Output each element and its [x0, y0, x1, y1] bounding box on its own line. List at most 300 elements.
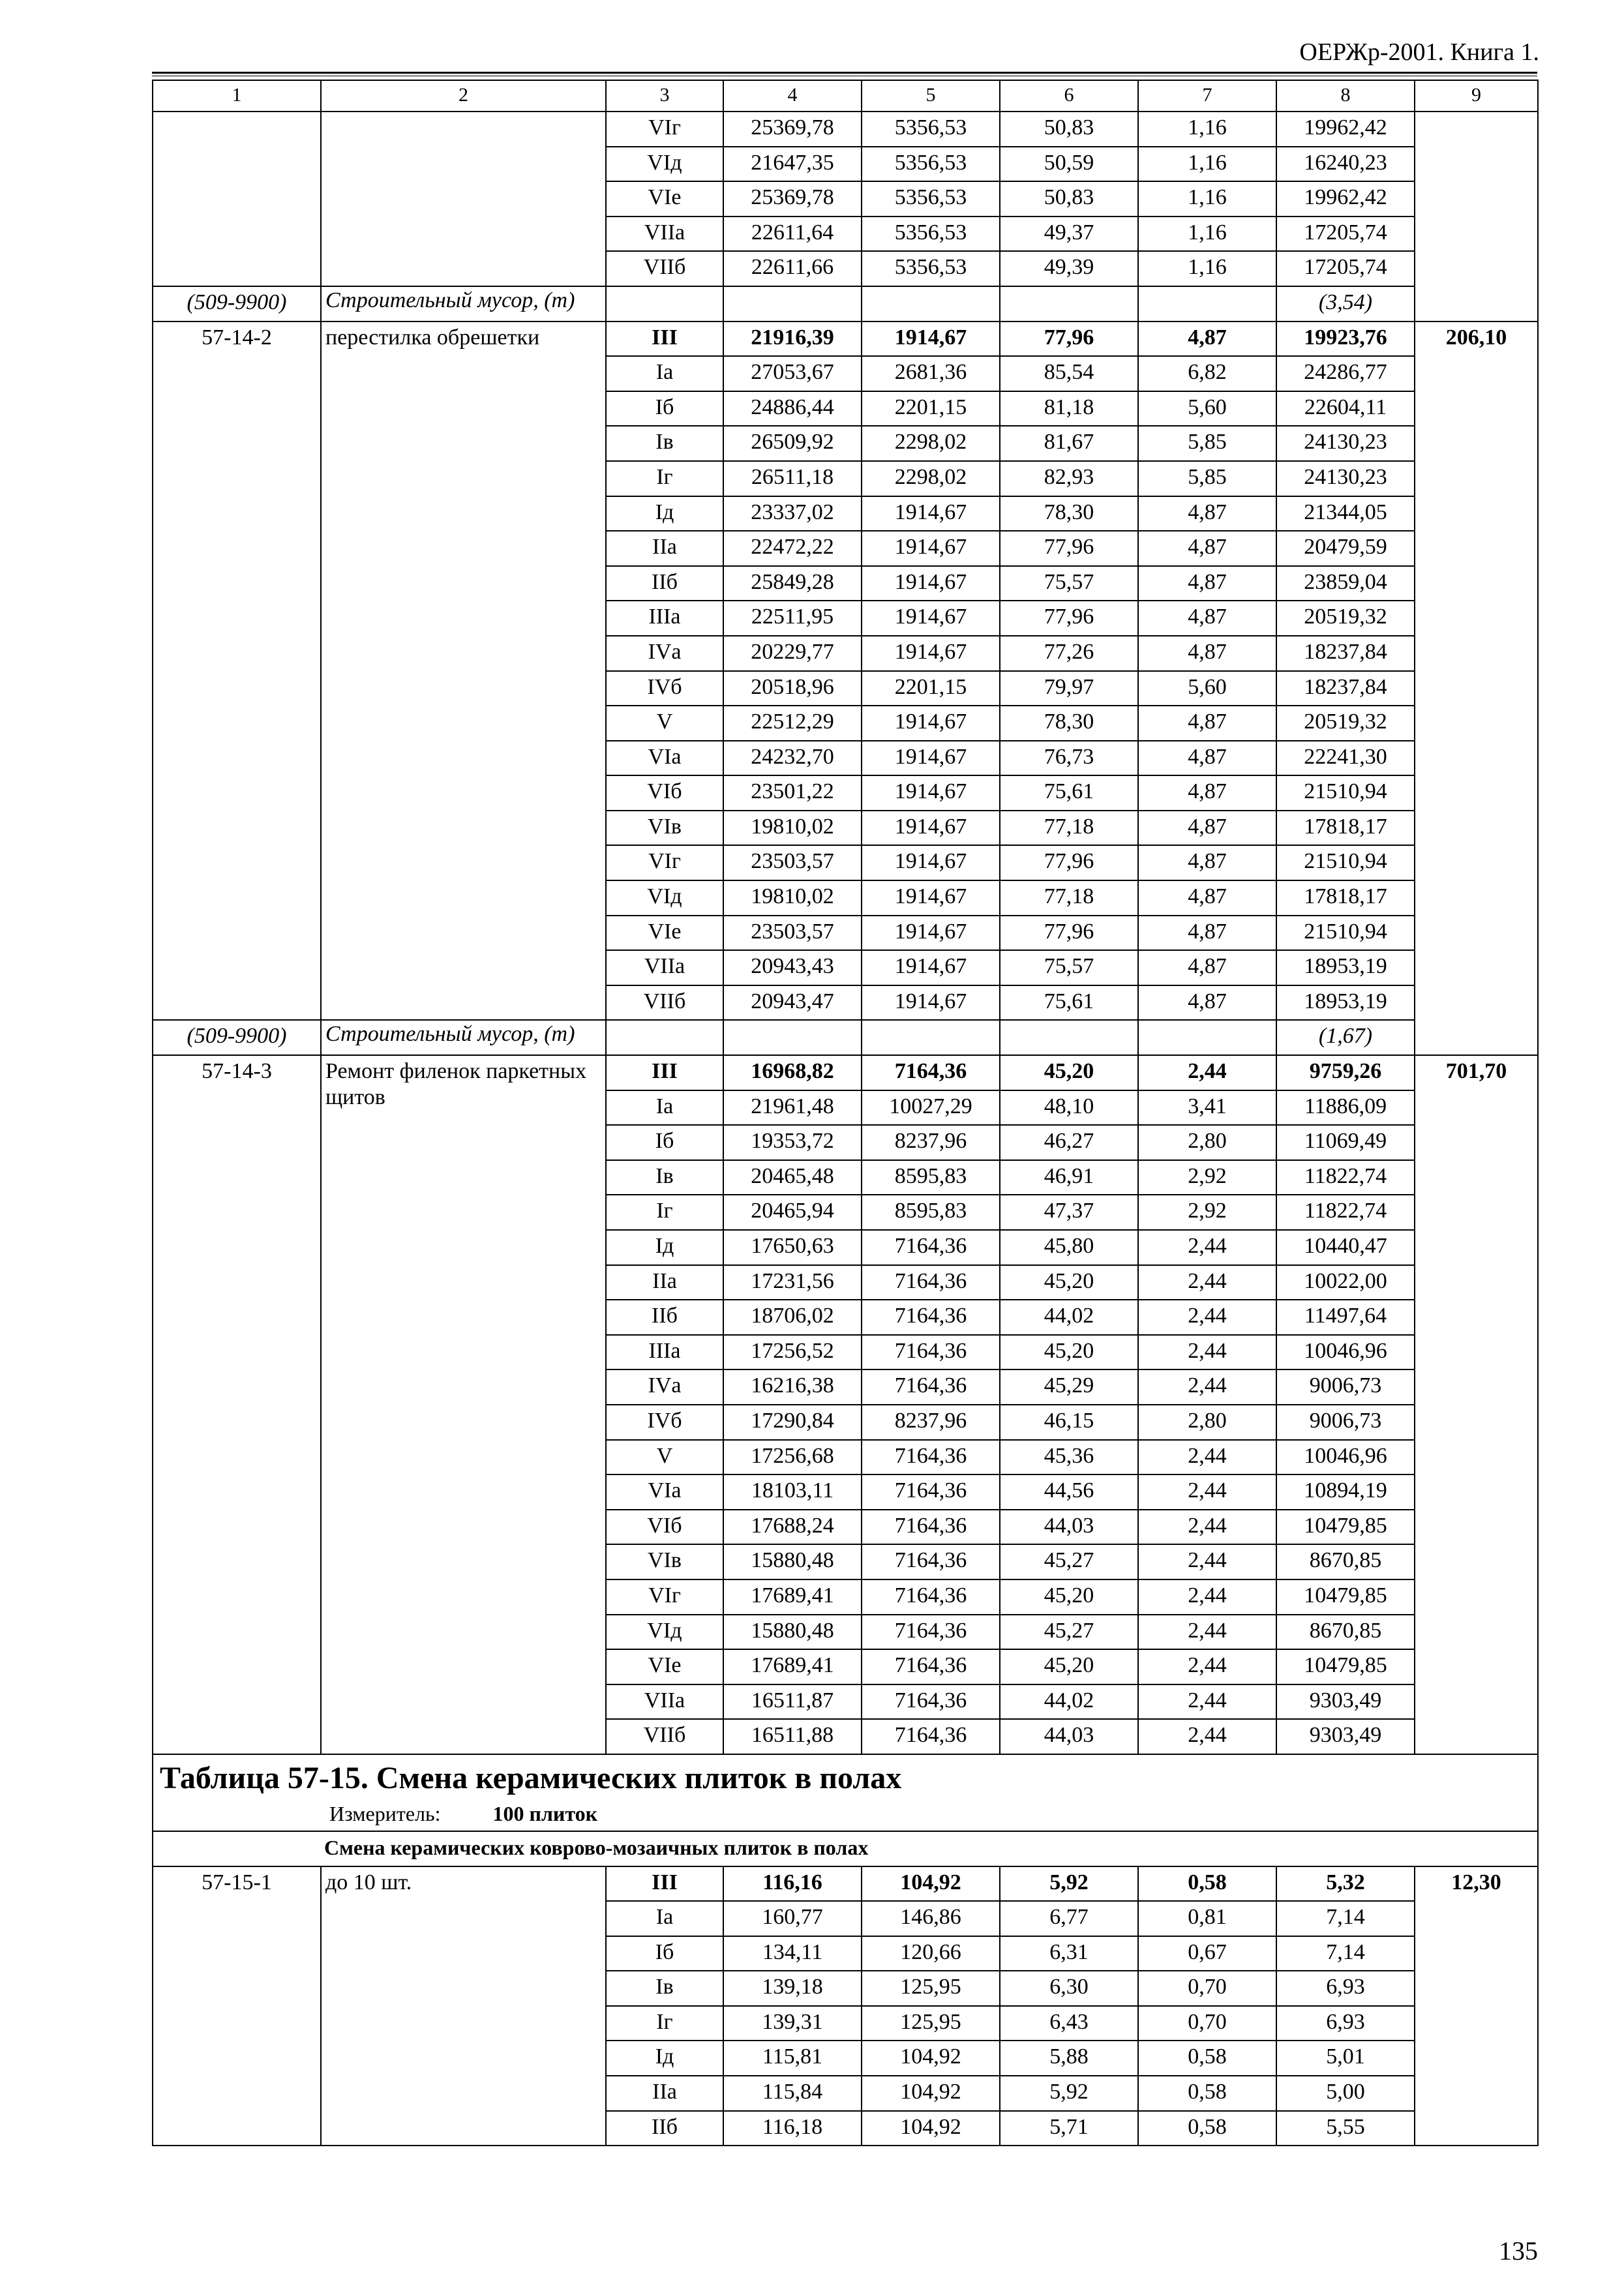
value-cell: 134,11 [723, 1936, 862, 1971]
rate-code: 57-14-2 [153, 322, 321, 1021]
value-cell: 1914,67 [862, 775, 1000, 811]
value-cell: 7164,36 [862, 1055, 1000, 1090]
value-cell: 139,18 [723, 1971, 862, 2006]
empty-cell [321, 112, 606, 286]
empty-cell [862, 1020, 1000, 1055]
value-cell: 24286,77 [1276, 356, 1415, 391]
value-cell: 5,32 [1276, 1866, 1415, 1902]
value-cell: 26509,92 [723, 426, 862, 461]
table-heading [153, 1754, 1538, 1831]
value-cell: 25369,78 [723, 112, 862, 147]
measure-line [160, 1799, 1531, 1828]
measure-label: Измеритель: [329, 1801, 441, 1825]
value-cell: 1914,67 [862, 531, 1000, 566]
value-cell: 22611,66 [723, 251, 862, 286]
empty-cell [1138, 286, 1276, 322]
value-cell: 18237,84 [1276, 636, 1415, 671]
value-cell: 77,96 [1000, 601, 1138, 636]
column-header: 4 [723, 80, 862, 112]
value-cell: 20229,77 [723, 636, 862, 671]
value-cell: 75,57 [1000, 950, 1138, 985]
region-code: VIг [606, 112, 723, 147]
value-cell: 7164,36 [862, 1684, 1000, 1720]
value-cell: 5356,53 [862, 147, 1000, 182]
table-row [153, 112, 1538, 147]
value-cell: 45,20 [1000, 1055, 1138, 1090]
value-cell: 85,54 [1000, 356, 1138, 391]
value-cell: 7164,36 [862, 1579, 1000, 1615]
value-cell: 1,16 [1138, 251, 1276, 286]
value-cell: 4,87 [1138, 811, 1276, 846]
value-cell: 5,88 [1000, 2041, 1138, 2076]
value-cell: 7164,36 [862, 1265, 1000, 1300]
value-cell: 2,44 [1138, 1300, 1276, 1335]
region-code: Iг [606, 2006, 723, 2041]
value-cell: 5,60 [1138, 391, 1276, 426]
header-rule [152, 72, 1537, 74]
region-code: VIд [606, 1615, 723, 1650]
value-cell: 22511,95 [723, 601, 862, 636]
value-cell: 9006,73 [1276, 1369, 1415, 1405]
value-cell: 4,87 [1138, 775, 1276, 811]
value-cell: 17256,68 [723, 1440, 862, 1475]
region-code: Iб [606, 391, 723, 426]
value-cell: 2,80 [1138, 1405, 1276, 1440]
value-cell: 104,92 [862, 2111, 1000, 2146]
value-cell: 44,03 [1000, 1719, 1138, 1754]
value-cell: 2,44 [1138, 1684, 1276, 1720]
value-cell: 17205,74 [1276, 251, 1415, 286]
region-code: IIа [606, 531, 723, 566]
value-cell: 22472,22 [723, 531, 862, 566]
value-cell: 17818,17 [1276, 880, 1415, 916]
region-code: III [606, 1055, 723, 1090]
value-cell: 4,87 [1138, 706, 1276, 741]
page-header-title: ОЕРЖр-2001. Книга 1. [1299, 38, 1539, 66]
value-cell: 139,31 [723, 2006, 862, 2041]
value-cell: 0,70 [1138, 2006, 1276, 2041]
value-cell: 77,96 [1000, 531, 1138, 566]
value-cell: 27053,67 [723, 356, 862, 391]
value-cell: 17689,41 [723, 1649, 862, 1684]
value-cell: 45,29 [1000, 1369, 1138, 1405]
waste-row [153, 286, 1538, 322]
column-header: 1 [153, 80, 321, 112]
value-cell: 8595,83 [862, 1195, 1000, 1230]
region-code: IVа [606, 636, 723, 671]
value-cell: 2298,02 [862, 461, 1000, 496]
value-cell: 22512,29 [723, 706, 862, 741]
empty-cell [606, 286, 723, 322]
value-cell: 2298,02 [862, 426, 1000, 461]
value-cell: 19810,02 [723, 880, 862, 916]
value-cell: 44,03 [1000, 1510, 1138, 1545]
region-code: VIе [606, 916, 723, 951]
value-cell: 17689,41 [723, 1579, 862, 1615]
value-cell: 1,16 [1138, 147, 1276, 182]
value-cell: 20479,59 [1276, 531, 1415, 566]
value-cell: 4,87 [1138, 985, 1276, 1021]
value-cell: 7164,36 [862, 1719, 1000, 1754]
value-cell: 0,58 [1138, 2111, 1276, 2146]
value-cell: 24130,23 [1276, 461, 1415, 496]
value-cell: 7164,36 [862, 1230, 1000, 1265]
value-cell: 125,95 [862, 2006, 1000, 2041]
region-code: VIб [606, 775, 723, 811]
value-cell: 19353,72 [723, 1125, 862, 1160]
region-code: Iб [606, 1125, 723, 1160]
value-cell: 7,14 [1276, 1901, 1415, 1936]
column-number-row [153, 80, 1538, 112]
value-cell: 21510,94 [1276, 845, 1415, 880]
value-cell: 3,41 [1138, 1090, 1276, 1126]
waste-code: (509-9900) [153, 1020, 321, 1055]
value-cell: 81,18 [1000, 391, 1138, 426]
region-code: VIIб [606, 985, 723, 1021]
value-cell: 7164,36 [862, 1335, 1000, 1370]
value-cell: 24886,44 [723, 391, 862, 426]
value-cell: 20519,32 [1276, 601, 1415, 636]
value-cell: 6,77 [1000, 1901, 1138, 1936]
value-cell: 10027,29 [862, 1090, 1000, 1126]
waste-value: (1,67) [1276, 1020, 1415, 1055]
value-cell: 49,37 [1000, 217, 1138, 252]
value-cell: 19962,42 [1276, 112, 1415, 147]
value-cell: 116,16 [723, 1866, 862, 1902]
value-cell: 75,61 [1000, 775, 1138, 811]
table-title: Таблица 57-15. Смена керамических плиток в полах [160, 1760, 902, 1795]
value-cell: 11069,49 [1276, 1125, 1415, 1160]
region-code: VIв [606, 1544, 723, 1579]
region-code: Iв [606, 1160, 723, 1195]
column-header: 9 [1415, 80, 1538, 112]
value-cell: 48,10 [1000, 1090, 1138, 1126]
region-code: Iг [606, 461, 723, 496]
region-code: IIа [606, 1265, 723, 1300]
value-cell: 1914,67 [862, 496, 1000, 531]
value-cell: 46,91 [1000, 1160, 1138, 1195]
value-cell: 77,96 [1000, 845, 1138, 880]
value-cell: 9759,26 [1276, 1055, 1415, 1090]
value-cell: 115,84 [723, 2076, 862, 2111]
rates-table-body [153, 80, 1538, 2146]
empty-cell [723, 286, 862, 322]
subheading-row [153, 1831, 1538, 1866]
region-code: Iа [606, 1901, 723, 1936]
value-cell: 2,44 [1138, 1335, 1276, 1370]
value-cell: 2,44 [1138, 1265, 1276, 1300]
value-cell: 45,20 [1000, 1649, 1138, 1684]
value-cell: 24130,23 [1276, 426, 1415, 461]
region-code: VIв [606, 811, 723, 846]
empty-cell [606, 1020, 723, 1055]
value-cell: 11886,09 [1276, 1090, 1415, 1126]
value-cell: 1914,67 [862, 706, 1000, 741]
value-cell: 23337,02 [723, 496, 862, 531]
value-cell: 10479,85 [1276, 1649, 1415, 1684]
value-cell: 2,44 [1138, 1510, 1276, 1545]
value-cell: 11822,74 [1276, 1160, 1415, 1195]
value-cell: 6,93 [1276, 1971, 1415, 2006]
region-code: VIIб [606, 251, 723, 286]
value-cell: 9303,49 [1276, 1684, 1415, 1720]
work-name: Ремонт филенок паркетных щитов [321, 1055, 606, 1754]
value-cell: 45,27 [1000, 1615, 1138, 1650]
value-cell: 77,96 [1000, 916, 1138, 951]
value-cell: 23501,22 [723, 775, 862, 811]
value-cell: 75,57 [1000, 566, 1138, 601]
value-cell: 160,77 [723, 1901, 862, 1936]
table-row [153, 1055, 1538, 1090]
region-code: VIIа [606, 1684, 723, 1720]
value-cell: 9303,49 [1276, 1719, 1415, 1754]
value-cell: 16511,87 [723, 1684, 862, 1720]
value-cell: 44,02 [1000, 1684, 1138, 1720]
empty-cell [723, 1020, 862, 1055]
value-cell: 44,02 [1000, 1300, 1138, 1335]
value-cell: 1,16 [1138, 217, 1276, 252]
value-cell: 24232,70 [723, 741, 862, 776]
value-cell: 10479,85 [1276, 1510, 1415, 1545]
value-cell: 116,18 [723, 2111, 862, 2146]
region-code: V [606, 706, 723, 741]
value-cell: 11822,74 [1276, 1195, 1415, 1230]
value-cell: 8670,85 [1276, 1615, 1415, 1650]
value-cell: 4,87 [1138, 636, 1276, 671]
region-code: VIе [606, 1649, 723, 1684]
value-cell: 1914,67 [862, 601, 1000, 636]
region-code: IIб [606, 1300, 723, 1335]
value-cell: 17688,24 [723, 1510, 862, 1545]
value-cell: 46,27 [1000, 1125, 1138, 1160]
value-cell: 2201,15 [862, 391, 1000, 426]
value-cell: 104,92 [862, 2076, 1000, 2111]
value-cell: 76,73 [1000, 741, 1138, 776]
value-cell: 7164,36 [862, 1510, 1000, 1545]
region-code: VIд [606, 147, 723, 182]
value-cell: 21510,94 [1276, 775, 1415, 811]
value-cell: 5356,53 [862, 181, 1000, 217]
rates-table [152, 80, 1539, 2146]
value-cell: 146,86 [862, 1901, 1000, 1936]
value-cell: 5356,53 [862, 112, 1000, 147]
value-cell: 6,43 [1000, 2006, 1138, 2041]
region-code: Iв [606, 426, 723, 461]
value-cell: 1,16 [1138, 112, 1276, 147]
value-cell: 16511,88 [723, 1719, 862, 1754]
region-code: Iв [606, 1971, 723, 2006]
empty-cell [153, 112, 321, 286]
value-cell: 5356,53 [862, 251, 1000, 286]
value-cell: 4,87 [1138, 880, 1276, 916]
value-cell: 23859,04 [1276, 566, 1415, 601]
value-cell: 6,93 [1276, 2006, 1415, 2041]
value-cell: 2201,15 [862, 671, 1000, 706]
value-cell: 79,97 [1000, 671, 1138, 706]
value-cell: 17205,74 [1276, 217, 1415, 252]
value-cell: 50,83 [1000, 181, 1138, 217]
value-cell: 1914,67 [862, 950, 1000, 985]
value-cell: 18953,19 [1276, 950, 1415, 985]
value-cell: 4,87 [1138, 741, 1276, 776]
value-cell: 5,85 [1138, 426, 1276, 461]
empty-cell [1415, 112, 1538, 322]
table-row [153, 1866, 1538, 1902]
value-cell: 4,87 [1138, 496, 1276, 531]
value-cell: 120,66 [862, 1936, 1000, 1971]
column-header: 7 [1138, 80, 1276, 112]
region-code: III [606, 1866, 723, 1902]
value-cell: 2,44 [1138, 1649, 1276, 1684]
region-code: VIг [606, 1579, 723, 1615]
value-cell: 45,27 [1000, 1544, 1138, 1579]
region-code: VIа [606, 741, 723, 776]
value-cell: 0,70 [1138, 1971, 1276, 2006]
value-cell: 45,20 [1000, 1579, 1138, 1615]
region-code: IVб [606, 1405, 723, 1440]
value-cell: 5,55 [1276, 2111, 1415, 2146]
value-cell: 11497,64 [1276, 1300, 1415, 1335]
region-code: VIд [606, 880, 723, 916]
value-cell: 46,15 [1000, 1405, 1138, 1440]
empty-cell [1000, 1020, 1138, 1055]
region-code: VIа [606, 1474, 723, 1510]
value-cell: 19962,42 [1276, 181, 1415, 217]
value-cell: 25369,78 [723, 181, 862, 217]
column-header: 5 [862, 80, 1000, 112]
value-cell: 18103,11 [723, 1474, 862, 1510]
total-cell: 12,30 [1415, 1866, 1538, 2146]
rate-code: 57-14-3 [153, 1055, 321, 1754]
value-cell: 7,14 [1276, 1936, 1415, 1971]
value-cell: 1914,67 [862, 741, 1000, 776]
value-cell: 5,71 [1000, 2111, 1138, 2146]
column-header: 8 [1276, 80, 1415, 112]
value-cell: 16240,23 [1276, 147, 1415, 182]
region-code: VIIа [606, 950, 723, 985]
value-cell: 20465,48 [723, 1160, 862, 1195]
value-cell: 2,92 [1138, 1160, 1276, 1195]
region-code: Iа [606, 1090, 723, 1126]
region-code: III [606, 322, 723, 357]
value-cell: 2681,36 [862, 356, 1000, 391]
region-code: Iа [606, 356, 723, 391]
empty-cell [862, 286, 1000, 322]
value-cell: 21344,05 [1276, 496, 1415, 531]
value-cell: 125,95 [862, 1971, 1000, 2006]
value-cell: 2,44 [1138, 1055, 1276, 1090]
value-cell: 81,67 [1000, 426, 1138, 461]
value-cell: 7164,36 [862, 1300, 1000, 1335]
value-cell: 9006,73 [1276, 1405, 1415, 1440]
region-code: Iб [606, 1936, 723, 1971]
region-code: IIIа [606, 1335, 723, 1370]
value-cell: 21647,35 [723, 147, 862, 182]
value-cell: 4,87 [1138, 950, 1276, 985]
value-cell: 19923,76 [1276, 322, 1415, 357]
total-cell: 701,70 [1415, 1055, 1538, 1754]
waste-name: Строительный мусор, (т) [321, 286, 606, 322]
value-cell: 45,20 [1000, 1265, 1138, 1300]
value-cell: 0,58 [1138, 2076, 1276, 2111]
empty-cell [1000, 286, 1138, 322]
value-cell: 4,87 [1138, 566, 1276, 601]
value-cell: 7164,36 [862, 1440, 1000, 1475]
region-code: IIIа [606, 601, 723, 636]
value-cell: 1914,67 [862, 916, 1000, 951]
region-code: VIб [606, 1510, 723, 1545]
value-cell: 1914,67 [862, 811, 1000, 846]
value-cell: 2,44 [1138, 1230, 1276, 1265]
value-cell: 17650,63 [723, 1230, 862, 1265]
value-cell: 10440,47 [1276, 1230, 1415, 1265]
value-cell: 22611,64 [723, 217, 862, 252]
value-cell: 10046,96 [1276, 1335, 1415, 1370]
value-cell: 0,58 [1138, 1866, 1276, 1902]
value-cell: 6,82 [1138, 356, 1276, 391]
column-header: 2 [321, 80, 606, 112]
value-cell: 77,18 [1000, 880, 1138, 916]
value-cell: 15880,48 [723, 1615, 862, 1650]
value-cell: 49,39 [1000, 251, 1138, 286]
value-cell: 0,81 [1138, 1901, 1276, 1936]
waste-row [153, 1020, 1538, 1055]
value-cell: 5,92 [1000, 1866, 1138, 1902]
value-cell: 18953,19 [1276, 985, 1415, 1021]
value-cell: 8670,85 [1276, 1544, 1415, 1579]
value-cell: 45,80 [1000, 1230, 1138, 1265]
region-code: IIб [606, 566, 723, 601]
column-header: 3 [606, 80, 723, 112]
value-cell: 18706,02 [723, 1300, 862, 1335]
value-cell: 5,60 [1138, 671, 1276, 706]
value-cell: 8595,83 [862, 1160, 1000, 1195]
value-cell: 7164,36 [862, 1474, 1000, 1510]
value-cell: 104,92 [862, 1866, 1000, 1902]
value-cell: 10894,19 [1276, 1474, 1415, 1510]
section-subheading: Смена керамических коврово-мозаичных плиток в полах [153, 1831, 1538, 1866]
value-cell: 50,83 [1000, 112, 1138, 147]
value-cell: 5,85 [1138, 461, 1276, 496]
value-cell: 21961,48 [723, 1090, 862, 1126]
value-cell: 82,93 [1000, 461, 1138, 496]
region-code: IVа [606, 1369, 723, 1405]
value-cell: 75,61 [1000, 985, 1138, 1021]
value-cell: 15880,48 [723, 1544, 862, 1579]
work-name: перестилка обрешетки [321, 322, 606, 1021]
value-cell: 2,44 [1138, 1369, 1276, 1405]
value-cell: 50,59 [1000, 147, 1138, 182]
waste-code: (509-9900) [153, 286, 321, 322]
value-cell: 45,36 [1000, 1440, 1138, 1475]
value-cell: 115,81 [723, 2041, 862, 2076]
value-cell: 22241,30 [1276, 741, 1415, 776]
value-cell: 21916,39 [723, 322, 862, 357]
value-cell: 2,44 [1138, 1440, 1276, 1475]
waste-name: Строительный мусор, (т) [321, 1020, 606, 1055]
value-cell: 0,58 [1138, 2041, 1276, 2076]
value-cell: 1914,67 [862, 985, 1000, 1021]
region-code: VIг [606, 845, 723, 880]
value-cell: 8237,96 [862, 1125, 1000, 1160]
value-cell: 17290,84 [723, 1405, 862, 1440]
value-cell: 4,87 [1138, 601, 1276, 636]
value-cell: 104,92 [862, 2041, 1000, 2076]
column-header: 6 [1000, 80, 1138, 112]
value-cell: 20465,94 [723, 1195, 862, 1230]
value-cell: 6,30 [1000, 1971, 1138, 2006]
value-cell: 10022,00 [1276, 1265, 1415, 1300]
